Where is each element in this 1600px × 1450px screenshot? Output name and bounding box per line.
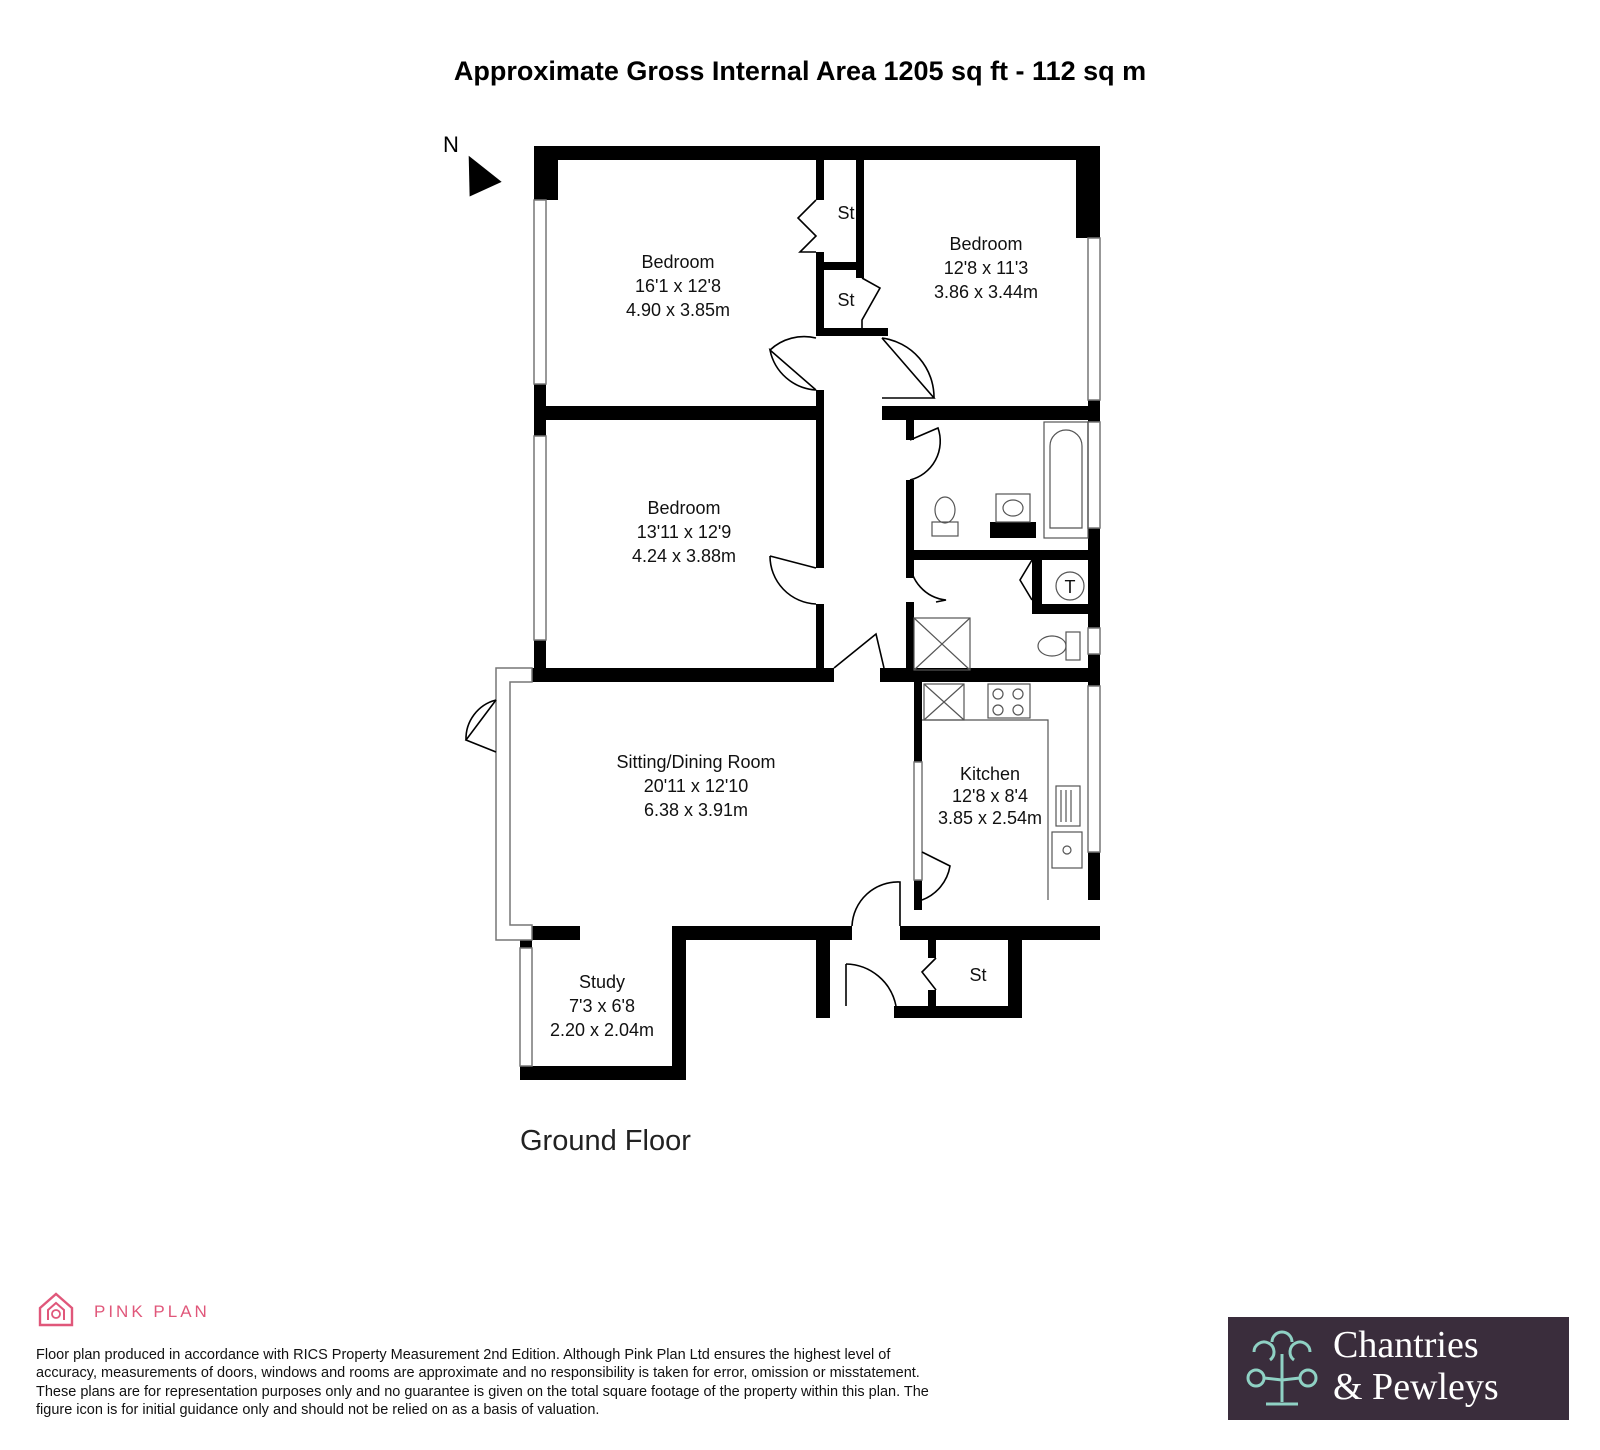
tank-label: T [1064, 577, 1076, 597]
room-dim-imperial: 12'8 x 11'3 [943, 258, 1029, 278]
room-dim-imperial: 13'11 x 12'9 [636, 522, 732, 542]
room-dim-metric: 6.38 x 3.91m [643, 800, 749, 820]
pinkplan-brand: PINK PLAN [94, 1302, 210, 1321]
room-name: Bedroom [641, 252, 715, 272]
room-name: Sitting/Dining Room [616, 752, 776, 772]
room-bedroom-1 [626, 252, 730, 320]
water-tank-icon [1056, 572, 1084, 600]
area-title: Approximate Gross Internal Area 1205 sq ft - 112 sq m [453, 56, 1147, 86]
room-kitchen [938, 764, 1042, 828]
storage-label: St [837, 290, 855, 310]
room-sitting-dining [616, 752, 775, 820]
storage-label: St [969, 965, 987, 985]
pinkplan-logo [40, 1294, 210, 1325]
basin-icon [996, 494, 1030, 522]
room-name: Study [578, 972, 626, 992]
room-bedroom-3 [632, 498, 736, 566]
room-name: Kitchen [959, 764, 1021, 784]
bath-icon [1044, 422, 1088, 538]
room-dim-metric: 4.90 x 3.85m [625, 300, 731, 320]
room-name: Bedroom [949, 234, 1023, 254]
room-dim-metric: 3.85 x 2.54m [937, 808, 1043, 828]
north-compass-icon [443, 132, 505, 202]
room-dim-metric: 3.86 x 3.44m [933, 282, 1039, 302]
doors [466, 200, 1032, 1006]
storage-label: St [837, 203, 855, 223]
shower-tray-icon [914, 618, 970, 670]
room-study [550, 972, 654, 1040]
room-dim-imperial: 12'8 x 8'4 [952, 786, 1028, 806]
room-dim-imperial: 7'3 x 6'8 [569, 996, 635, 1016]
agent-name-line1: Chantries [1333, 1324, 1479, 1366]
shower-wc-icon [1038, 632, 1080, 660]
room-dim-imperial: 20'11 x 12'10 [643, 776, 749, 796]
compass-label: N [443, 132, 459, 157]
drainer-icon [1056, 786, 1080, 826]
room-dim-metric: 2.20 x 2.04m [549, 1020, 655, 1040]
hob-icon [988, 684, 1030, 718]
disclaimer-text: Floor plan produced in accordance with RICS Property Measurement 2nd Edition. Although Pink Plan Ltd ensures the highest level of accuracy, measurements of doors, windows and rooms are approximate and no responsibility is taken for error, omission or misstatement. These plans are for representation purposes only and no guarantee is given on the total square footage of the property within this plan. The figure icon is for initial guidance only and should not be relied on as a basis of valuation. [36, 1347, 929, 1419]
kitchen-sink-icon [1052, 832, 1082, 868]
floor-label: Ground Floor [520, 1125, 691, 1157]
fixtures [914, 422, 1088, 900]
room-dim-imperial: 16'1 x 12'8 [635, 276, 721, 296]
room-name: Bedroom [647, 498, 721, 518]
room-bedroom-2 [934, 234, 1038, 302]
agent-name-line2: & Pewleys [1333, 1366, 1499, 1408]
agent-logo-text [1333, 1324, 1499, 1408]
wc-icon [932, 497, 958, 536]
room-dim-metric: 4.24 x 3.88m [631, 546, 737, 566]
